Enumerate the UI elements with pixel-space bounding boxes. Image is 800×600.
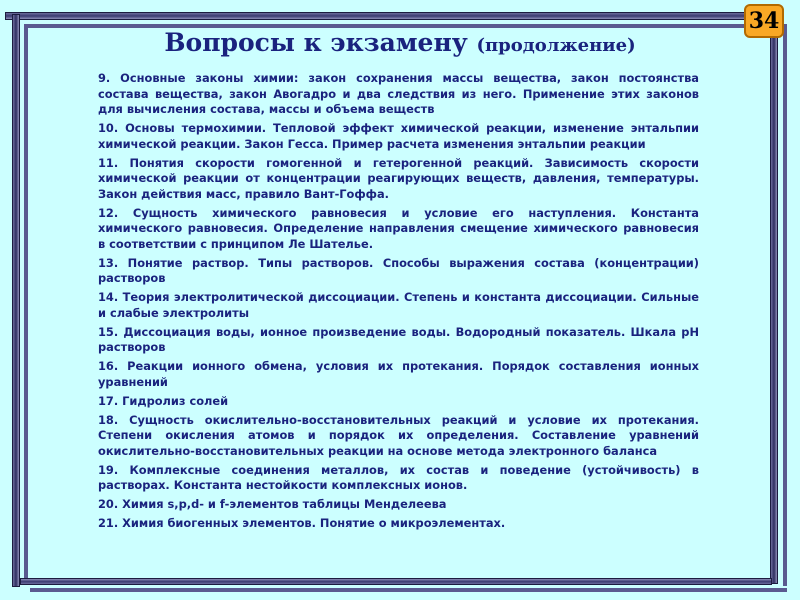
slide-title bbox=[0, 28, 800, 57]
frame-left-line bbox=[24, 24, 28, 579]
frame-bottom-bar bbox=[20, 578, 772, 585]
slide-number-badge: 34 bbox=[744, 4, 784, 38]
question-item: 12. Сущность химического равновесия и условие его наступления. Константа химического равновесия. Определение направления смещение химического равновесия в соответствии с принципом Ле Шателье. bbox=[98, 205, 699, 251]
frame-top-bar bbox=[5, 12, 777, 20]
question-item: 17. Гидролиз солей bbox=[98, 393, 229, 408]
question-item: 14. Теория электролитической диссоциации. Степень и константа диссоциации. Сильные и слабые электролиты bbox=[98, 290, 699, 320]
frame-right-line bbox=[783, 24, 787, 586]
question-item: 16. Реакции ионного обмена, условия их протекания. Порядок составления ионных уравнений bbox=[98, 359, 699, 389]
question-item: 9. Основные законы химии: закон сохранения массы вещества, закон постоянства состава вещества, закон Авогадро и два следствия из него. Применение этих законов для вычисления состава, массы и объема веществ bbox=[98, 71, 699, 117]
question-item: 20. Химия s,p,d- и f-элементов таблицы Менделеева bbox=[98, 497, 447, 512]
frame-left-bar bbox=[12, 14, 20, 587]
frame-right-bar bbox=[770, 14, 778, 584]
question-item: 10. Основы термохимии. Тепловой эффект химической реакции, изменение энтальпии химической реакции. Закон Гесса. Пример расчета изменения энтальпии реакции bbox=[98, 121, 699, 151]
question-item: 13. Понятие раствор. Типы растворов. Способы выражения состава (концентрации) растворов bbox=[98, 255, 699, 286]
title-main: Вопросы к экзамену bbox=[164, 28, 468, 57]
question-item: 21. Химия биогенных элементов. Понятие о микроэлементах. bbox=[98, 516, 506, 530]
title-subtitle: (продолжение) bbox=[476, 35, 636, 56]
question-item: 19. Комплексные соединения металлов, их состав и поведение (устойчивость) в растворах. Константа нестойкости комплексных ионов. bbox=[98, 462, 699, 493]
question-item: 11. Понятия скорости гомогенной и гетерогенной реакций. Зависимость скорости химической реакции от концентрации реагирующих веществ, давления, температуры. Закон действия масс, правило Вант-Гоффа. bbox=[98, 155, 699, 201]
question-item: 18. Сущность окислительно-восстановительных реакций и условие их протекания. Степени окисления атомов и порядок их определения. Составление уравнений окислительно-восстановительных реакции на основе метода электронного баланса bbox=[98, 412, 699, 458]
frame-bottom-line bbox=[30, 588, 787, 592]
question-item: 15. Диссоциация воды, ионное произведение воды. Водородный показатель. Шкала рН растворов bbox=[98, 324, 699, 355]
questions-list bbox=[98, 71, 699, 535]
